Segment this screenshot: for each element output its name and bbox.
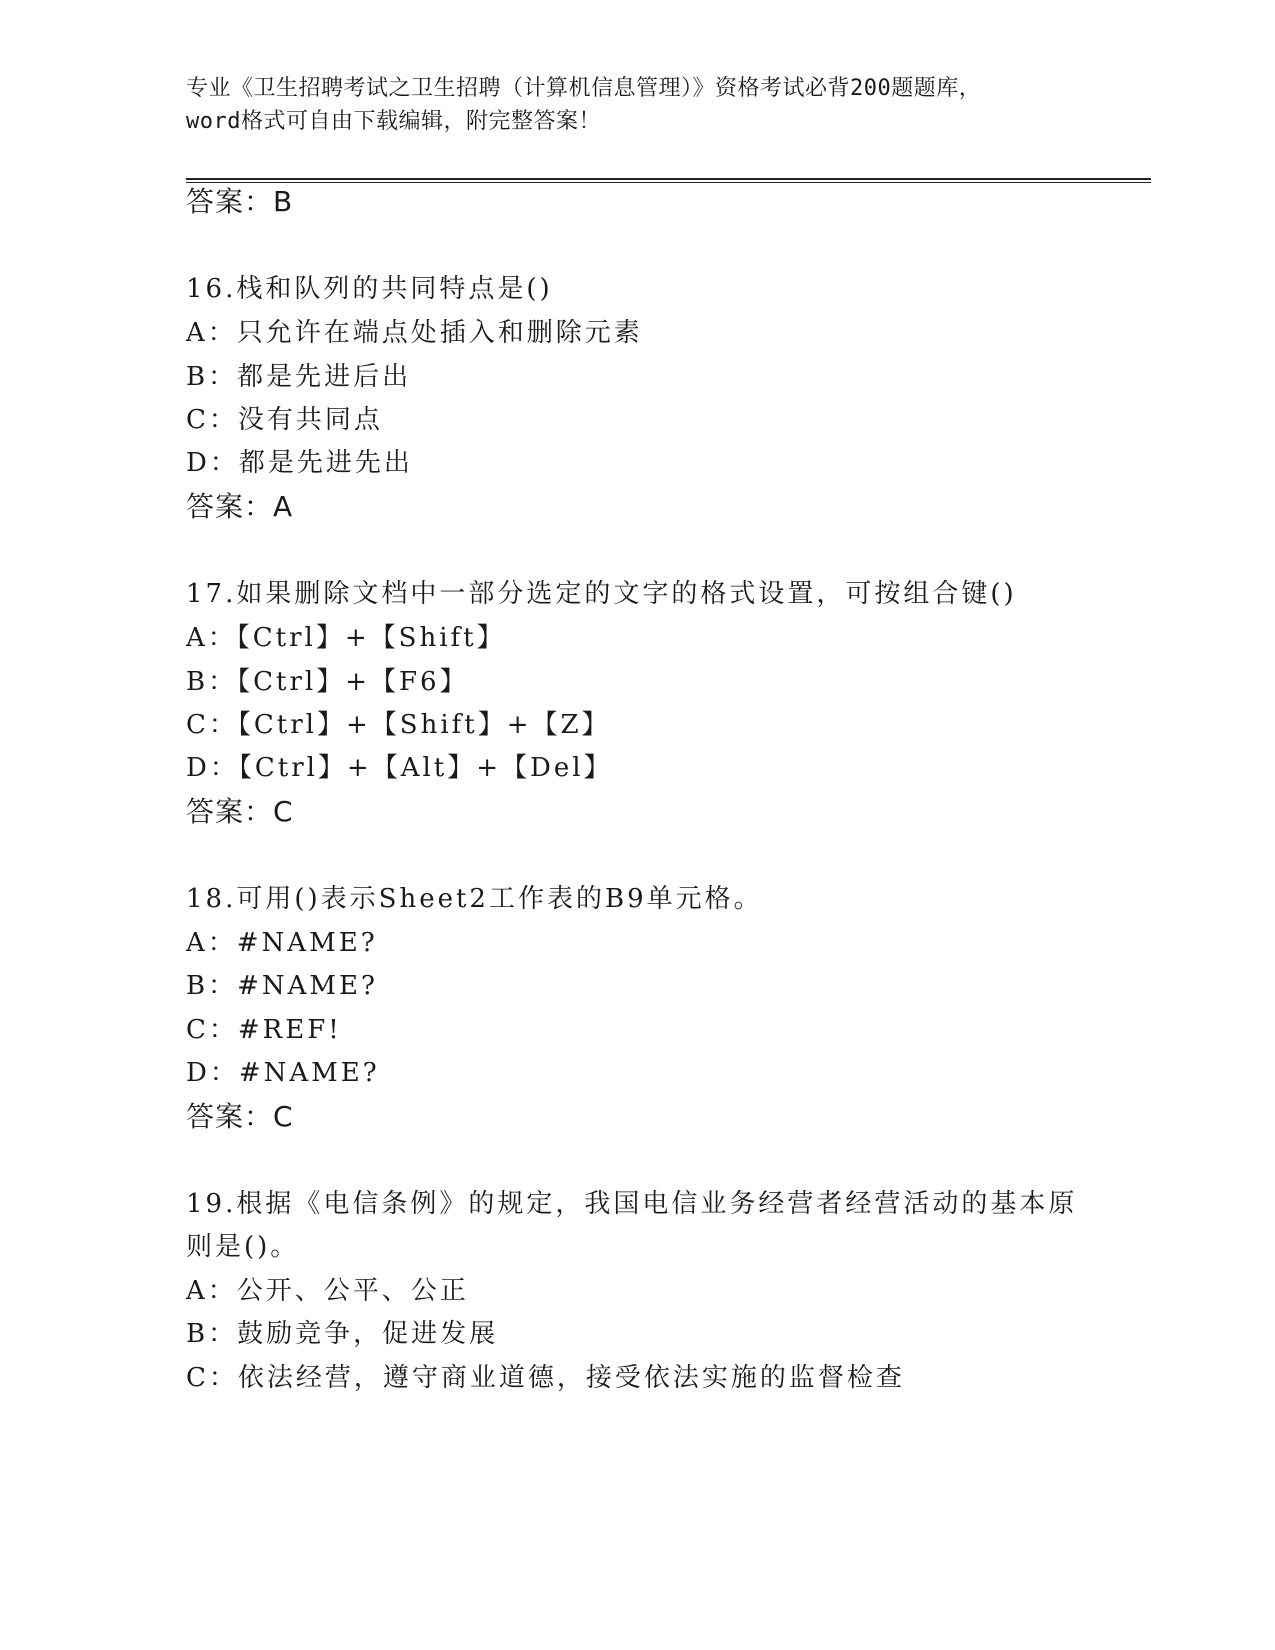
document-header — [186, 72, 1066, 138]
answer-line: 答案：A — [186, 490, 294, 523]
option-b: B：鼓励竞争，促进发展 — [186, 1319, 499, 1349]
option-c: C：#REF! — [186, 1015, 342, 1045]
header-line-1: 专业《卫生招聘考试之卫生招聘（计算机信息管理）》资格考试必背200题题库， — [186, 76, 982, 101]
option-b: B：都是先进后出 — [186, 362, 412, 392]
answer-line: 答案：C — [186, 795, 294, 828]
header-rule — [186, 178, 1151, 183]
option-a: A：公开、公平、公正 — [186, 1276, 469, 1306]
option-a: A：【Ctrl】+【Shift】 — [186, 623, 506, 653]
question-stem: 18.可用()表示Sheet2工作表的B9单元格。 — [186, 884, 763, 914]
option-d: D：【Ctrl】+【Alt】+【Del】 — [186, 753, 613, 783]
option-b: B：#NAME? — [186, 971, 378, 1001]
option-c: C：【Ctrl】+【Shift】+【Z】 — [186, 710, 611, 740]
option-d: D：#NAME? — [186, 1058, 380, 1088]
header-line-2: word格式可自由下载编辑，附完整答案！ — [186, 109, 601, 134]
option-c: C：依法经营，遵守商业道德，接受依法实施的监督检查 — [186, 1363, 905, 1393]
question-stem: 17.如果删除文档中一部分选定的文字的格式设置，可按组合键() — [186, 579, 1017, 609]
question-stem-continued: 则是()。 — [186, 1232, 300, 1262]
option-c: C：没有共同点 — [186, 405, 383, 435]
answer-line: 答案：C — [186, 1100, 294, 1133]
answer-line: 答案：B — [186, 185, 294, 218]
option-b: B：【Ctrl】+【F6】 — [186, 667, 469, 697]
question-stem: 19.根据《电信条例》的规定，我国电信业务经营者经营活动的基本原 — [186, 1189, 1078, 1219]
option-a: A：#NAME? — [186, 928, 378, 958]
option-d: D：都是先进先出 — [186, 448, 413, 478]
question-stem: 16.栈和队列的共同特点是() — [186, 274, 553, 304]
option-a: A：只允许在端点处插入和删除元素 — [186, 318, 643, 348]
